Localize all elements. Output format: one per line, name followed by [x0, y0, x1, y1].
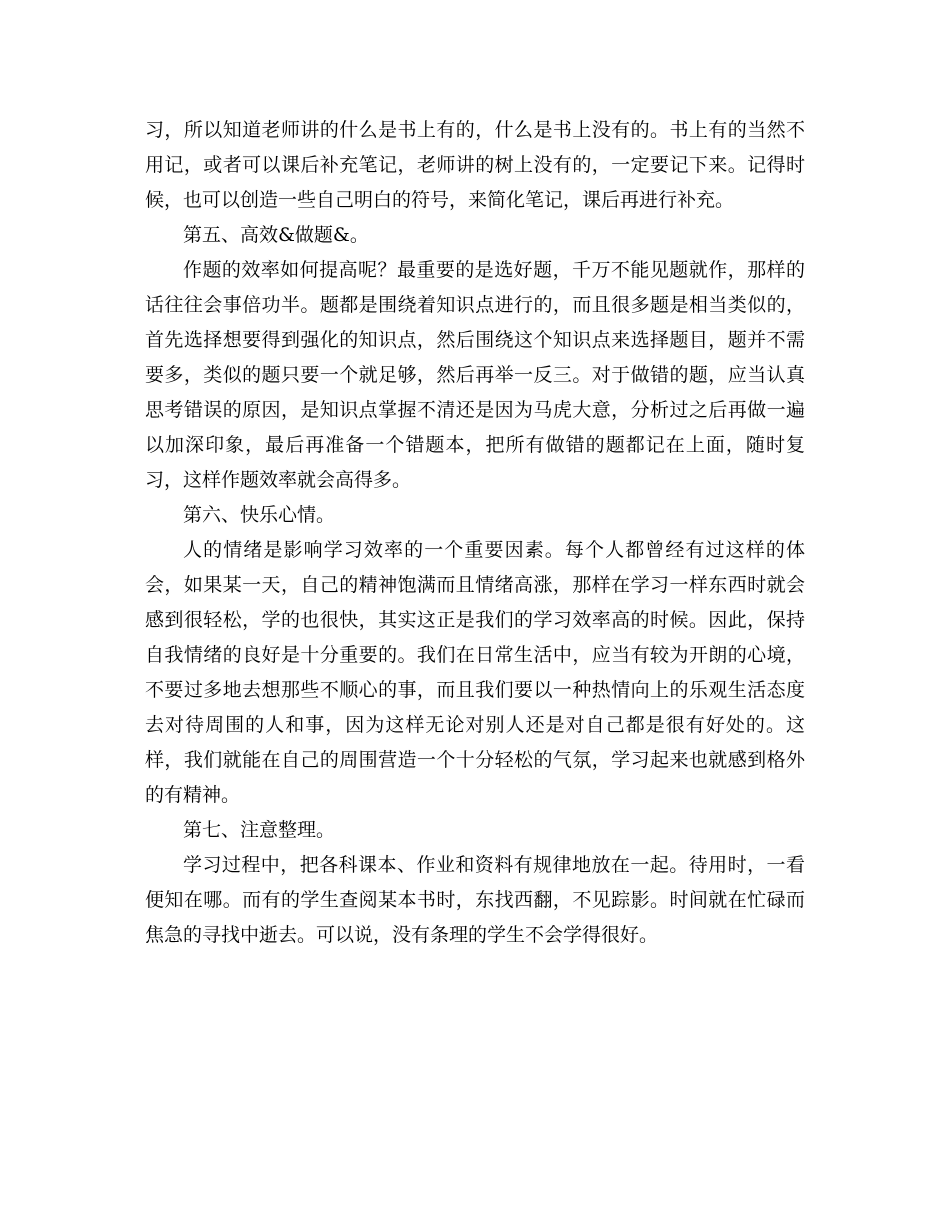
paragraph-continuation: 习，所以知道老师讲的什么是书上有的，什么是书上没有的。书上有的当然不用记，或者可以课后补充笔记，老师讲的树上没有的，一定要记下来。记得时候，也可以创造一些自己明白的符号，来简化笔记，课后再进行补充。	[145, 119, 805, 211]
paragraph-organization: 学习过程中，把各科课本、作业和资料有规律地放在一起。待用时，一看便知在哪。而有的学生查阅某本书时，东找西翻，不见踪影。时间就在忙碌而焦急的寻找中逝去。可以说，没有条理的学生不会学得很好。	[145, 854, 805, 946]
paragraph-happy-mood: 人的情绪是影响学习效率的一个重要因素。每个人都曾经有过这样的体会，如果某一天，自己的精神饱满而且情绪高涨，那样在学习一样东西时就会感到很轻松，学的也很快，其实这正是我们的学习效率高的时候。因此，保持自我情绪的良好是十分重要的。我们在日常生活中，应当有较为开朗的心境，不要过多地去想那些不顺心的事，而且我们要以一种热情向上的乐观生活态度去对待周围的人和事，因为这样无论对别人还是对自己都是很有好处的。这样，我们就能在自己的周围营造一个十分轻松的气氛，学习起来也就感到格外的有精神。	[145, 539, 805, 806]
section-heading-5: 第五、高效&做题&。	[183, 224, 369, 246]
section-heading-6: 第六、快乐心情。	[183, 504, 336, 526]
document-body	[145, 113, 805, 953]
section-heading-7: 第七、注意整理。	[183, 819, 336, 841]
paragraph-efficient-practice: 作题的效率如何提高呢？最重要的是选好题，千万不能见题就作，那样的话往往会事倍功半。题都是围绕着知识点进行的，而且很多题是相当类似的，首先选择想要得到强化的知识点，然后围绕这个知识点来选择题目，题并不需要多，类似的题只要一个就足够，然后再举一反三。对于做错的题，应当认真思考错误的原因，是知识点掌握不清还是因为马虎大意，分析过之后再做一遍以加深印象，最后再准备一个错题本，把所有做错的题都记在上面，随时复习，这样作题效率就会高得多。	[145, 259, 805, 491]
